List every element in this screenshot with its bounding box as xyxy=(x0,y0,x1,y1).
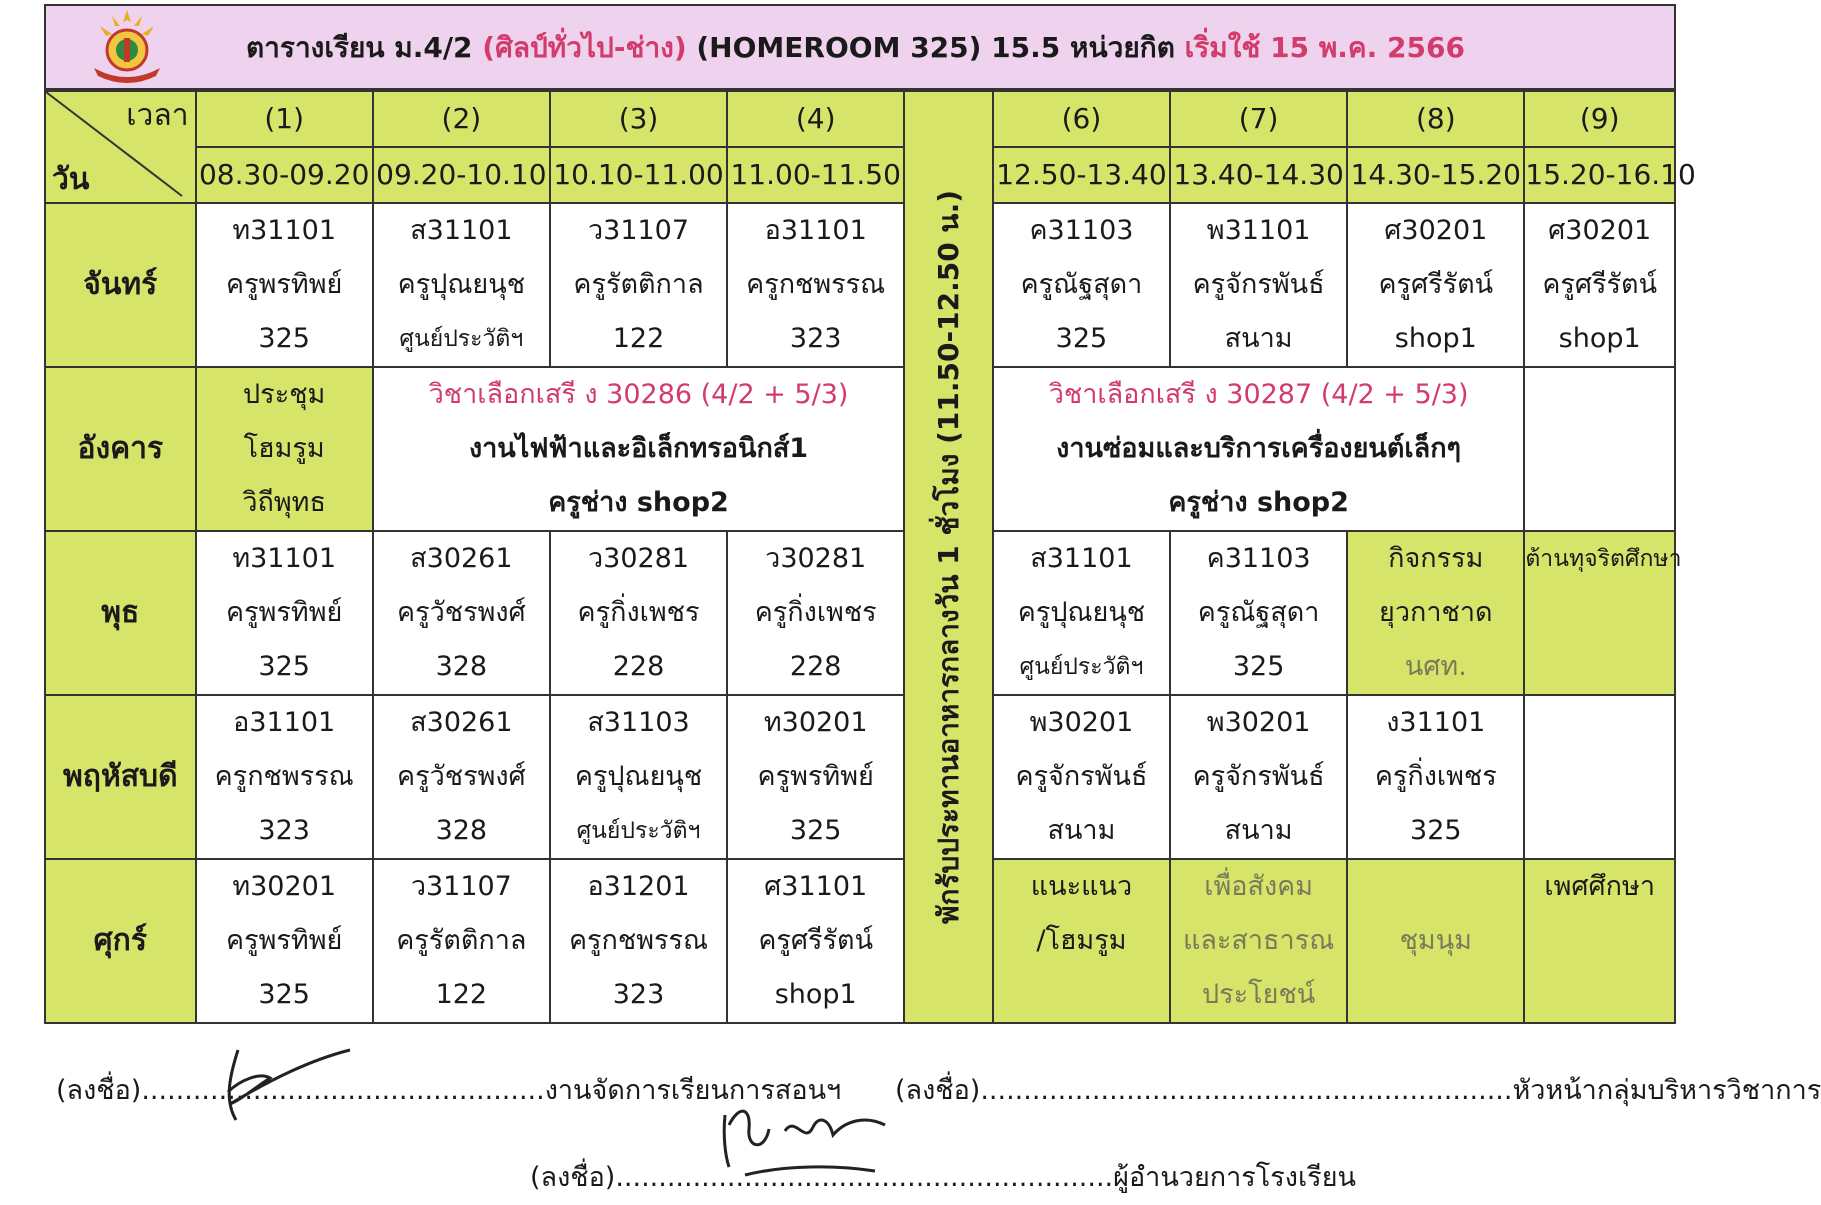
subject-code: ค31103 xyxy=(1029,215,1134,246)
teacher: ครูพรทิพย์ xyxy=(226,597,343,628)
day-row-friday xyxy=(45,859,1675,1023)
activity-cell xyxy=(1525,860,1674,1022)
teacher: ครูกชพรรณ xyxy=(214,761,354,792)
day-label: อังคาร xyxy=(45,367,196,531)
activity-line: ต้านทุจริตศึกษา xyxy=(1525,546,1682,572)
room: 228 xyxy=(612,651,665,682)
teacher: ครูณัฐสุดา xyxy=(1197,597,1320,628)
period-number: (6) xyxy=(993,91,1170,147)
period-time: 15.20-16.10 xyxy=(1524,147,1675,203)
day-row-wednesday xyxy=(45,531,1675,695)
room: ศูนย์ประวัติฯ xyxy=(1019,654,1144,680)
teacher: ครูจักรพันธ์ xyxy=(1015,761,1148,792)
activity-cell xyxy=(1525,532,1682,694)
teacher: ครูรัตติกาล xyxy=(573,269,704,300)
class-cell xyxy=(728,860,903,1022)
room: 325 xyxy=(1232,651,1285,682)
teacher: ครูรัตติกาล xyxy=(396,925,527,956)
elective-teacher-room: ครูช่าง shop2 xyxy=(548,487,729,518)
timetable-sheet xyxy=(44,4,1696,1024)
room: 325 xyxy=(258,651,310,682)
teacher: ครูพรทิพย์ xyxy=(757,761,874,792)
class-cell xyxy=(197,696,372,858)
day-row-monday xyxy=(45,203,1675,367)
teacher: ครูกิ่งเพชร xyxy=(1374,761,1497,792)
subject-code: ส31103 xyxy=(587,707,690,738)
corner-day-label: วัน xyxy=(52,162,90,197)
subject-code: ง31101 xyxy=(1386,707,1486,738)
activity-cell xyxy=(1348,532,1523,694)
activity-cell xyxy=(994,860,1169,1022)
teacher: ครูกชพรรณ xyxy=(746,269,886,300)
class-cell xyxy=(1171,532,1346,694)
activity-cell xyxy=(1348,860,1523,1022)
subject-code: ท31101 xyxy=(232,543,337,574)
title-bar xyxy=(44,4,1676,90)
period-number: (9) xyxy=(1524,91,1675,147)
activity-line: ยุวกาชาด xyxy=(1379,597,1493,628)
teacher: ครูกชพรรณ xyxy=(568,925,709,956)
page-title xyxy=(246,26,1465,70)
subject-code: ว30281 xyxy=(587,543,690,574)
subject-code: ท30201 xyxy=(232,871,337,902)
class-cell xyxy=(1171,696,1346,858)
activity-cell xyxy=(1171,860,1346,1022)
class-cell xyxy=(728,696,903,858)
room: สนาม xyxy=(1224,815,1293,846)
signature-line-academic-head: (ลงชื่อ)..............................................................หัวหน้ากลุ่มบริหารวิชาการ xyxy=(895,1075,1821,1106)
activity-line: นศท. xyxy=(1404,651,1467,682)
class-cell xyxy=(1348,696,1523,858)
signature-line-curriculum: (ลงชื่อ)...............................................งานจัดการเรียนการสอนฯ xyxy=(56,1075,842,1106)
teacher: ครูวัชรพงศ์ xyxy=(397,597,526,628)
day-label: พฤหัสบดี xyxy=(45,695,196,859)
teacher: ครูศรีรัตน์ xyxy=(1542,269,1658,300)
signature-line-director: (ลงชื่อ)..........................................................ผู้อำนวยการโรงเรียน xyxy=(530,1162,1356,1193)
corner-cell xyxy=(45,91,196,203)
class-cell xyxy=(374,532,549,694)
elective-title: งานไฟฟ้าและอิเล็กทรอนิกส์1 xyxy=(468,433,809,464)
timetable-grid xyxy=(44,90,1696,1024)
activity-line: เพื่อสังคม xyxy=(1204,871,1313,902)
subject-code: อ31201 xyxy=(587,871,690,902)
activity-line: กิจกรรม xyxy=(1388,543,1484,574)
title-text: ตารางเรียน ม.4/2 xyxy=(246,31,483,64)
subject-code: ว30281 xyxy=(765,543,867,574)
subject-code: ว31107 xyxy=(587,215,690,246)
room: 325 xyxy=(1055,323,1108,354)
class-cell xyxy=(197,860,372,1022)
empty-cell xyxy=(1524,367,1675,531)
handwritten-signature-2 xyxy=(705,1085,905,1185)
period-number: (4) xyxy=(727,91,904,147)
subject-code: ศ31101 xyxy=(764,871,868,902)
elective-teacher-room: ครูช่าง shop2 xyxy=(1168,487,1349,518)
subject-code: ส31101 xyxy=(410,215,513,246)
teacher: ครูศรีรัตน์ xyxy=(758,925,874,956)
class-cell xyxy=(551,696,726,858)
day-label: พุธ xyxy=(45,531,196,695)
room: shop1 xyxy=(774,979,857,1010)
class-cell xyxy=(1348,204,1523,366)
period-time: 10.10-11.00 xyxy=(550,147,727,203)
room: ศูนย์ประวัติฯ xyxy=(399,326,524,352)
class-cell xyxy=(197,532,372,694)
activity-line: ชุมนุม xyxy=(1399,925,1472,956)
room: 323 xyxy=(789,323,842,354)
title-start-date: เริ่มใช้ 15 พ.ค. 2566 xyxy=(1184,31,1465,64)
class-cell xyxy=(1171,204,1346,366)
room: 228 xyxy=(789,651,842,682)
class-cell xyxy=(551,860,726,1022)
elective-cell-morning xyxy=(374,368,904,530)
activity-line: ประชุม xyxy=(243,379,326,410)
lunch-break-text: พักรับประทานอาหารกลางวัน 1 ชั่วโมง (11.50-12.50 น.) xyxy=(931,189,965,925)
subject-code: ศ30201 xyxy=(1548,215,1652,246)
subject-code: อ31101 xyxy=(764,215,867,246)
room: 122 xyxy=(435,979,488,1010)
period-time-row xyxy=(45,147,1675,203)
handwritten-signature-1 xyxy=(200,1020,360,1130)
room: ศูนย์ประวัติฯ xyxy=(576,818,701,844)
lunch-break-column xyxy=(904,91,993,1023)
empty-cell xyxy=(1524,695,1675,859)
subject-code: ว31107 xyxy=(410,871,512,902)
subject-code: ส30261 xyxy=(410,707,513,738)
school-emblem-icon xyxy=(84,8,170,84)
period-time: 13.40-14.30 xyxy=(1170,147,1347,203)
subject-code: พ31101 xyxy=(1206,215,1311,246)
room: 323 xyxy=(612,979,665,1010)
class-cell xyxy=(197,204,372,366)
teacher: ครูกิ่งเพชร xyxy=(754,597,877,628)
teacher: ครูพรทิพย์ xyxy=(226,269,343,300)
class-cell xyxy=(374,204,549,366)
activity-line: เพศศึกษา xyxy=(1544,871,1655,902)
room: shop1 xyxy=(1394,323,1477,354)
period-time: 12.50-13.40 xyxy=(993,147,1170,203)
title-homeroom-credits: (HOMEROOM 325) 15.5 หน่วยกิต xyxy=(686,31,1185,64)
class-cell xyxy=(551,532,726,694)
class-cell xyxy=(728,204,903,366)
subject-code: ส30261 xyxy=(410,543,513,574)
room: 323 xyxy=(258,815,310,846)
period-number-row xyxy=(45,91,1675,147)
elective-code: วิชาเลือกเสรี ง 30286 (4/2 + 5/3) xyxy=(428,379,849,410)
subject-code: พ30201 xyxy=(1029,707,1134,738)
teacher: ครูณัฐสุดา xyxy=(1020,269,1143,300)
period-time: 14.30-15.20 xyxy=(1347,147,1524,203)
teacher: ครูกิ่งเพชร xyxy=(577,597,700,628)
period-number: (3) xyxy=(550,91,727,147)
teacher: ครูพรทิพย์ xyxy=(226,925,343,956)
class-cell xyxy=(728,532,903,694)
teacher: ครูปุณยนุช xyxy=(1017,597,1146,628)
activity-line: และสาธารณ xyxy=(1182,925,1335,956)
class-cell xyxy=(551,204,726,366)
room: 325 xyxy=(1410,815,1462,846)
class-cell xyxy=(994,696,1169,858)
elective-title: งานซ่อมและบริการเครื่องยนต์เล็กๆ xyxy=(1056,433,1462,464)
activity-line: /โฮมรูม xyxy=(1036,925,1127,956)
day-label: ศุกร์ xyxy=(45,859,196,1023)
day-label: จันทร์ xyxy=(45,203,196,367)
subject-code: ค31103 xyxy=(1206,543,1311,574)
day-row-thursday xyxy=(45,695,1675,859)
subject-code: ส31101 xyxy=(1030,543,1133,574)
elective-cell-afternoon xyxy=(994,368,1524,530)
title-program: (ศิลป์ทั่วไป-ช่าง) xyxy=(482,31,687,64)
activity-line: ประโยชน์ xyxy=(1201,979,1316,1010)
class-cell xyxy=(994,204,1169,366)
homeroom-cell xyxy=(197,368,372,530)
teacher: ครูจักรพันธ์ xyxy=(1192,761,1325,792)
teacher: ครูจักรพันธ์ xyxy=(1192,269,1325,300)
class-cell xyxy=(994,532,1169,694)
elective-code: วิชาเลือกเสรี ง 30287 (4/2 + 5/3) xyxy=(1048,379,1469,410)
period-time: 08.30-09.20 xyxy=(196,147,373,203)
room: 325 xyxy=(789,815,842,846)
activity-line: วิถีพุทธ xyxy=(242,487,326,518)
room: 325 xyxy=(258,323,310,354)
activity-line: แนะแนว xyxy=(1030,871,1133,902)
room: 328 xyxy=(435,651,488,682)
subject-code: พ30201 xyxy=(1206,707,1311,738)
period-number: (8) xyxy=(1347,91,1524,147)
period-time: 09.20-10.10 xyxy=(373,147,550,203)
subject-code: อ31101 xyxy=(233,707,336,738)
teacher: ครูศรีรัตน์ xyxy=(1378,269,1494,300)
room: สนาม xyxy=(1224,323,1293,354)
period-number: (7) xyxy=(1170,91,1347,147)
subject-code: ท31101 xyxy=(232,215,337,246)
class-cell xyxy=(1525,204,1674,366)
class-cell xyxy=(374,860,549,1022)
class-cell xyxy=(374,696,549,858)
room: shop1 xyxy=(1558,323,1641,354)
period-time: 11.00-11.50 xyxy=(727,147,904,203)
teacher: ครูปุณยนุช xyxy=(397,269,526,300)
room: 122 xyxy=(612,323,665,354)
room: 328 xyxy=(435,815,488,846)
period-number: (1) xyxy=(196,91,373,147)
period-number: (2) xyxy=(373,91,550,147)
subject-code: ท30201 xyxy=(763,707,868,738)
teacher: ครูปุณยนุช xyxy=(574,761,703,792)
corner-time-label: เวลา xyxy=(126,98,189,133)
teacher: ครูวัชรพงศ์ xyxy=(397,761,526,792)
activity-line: โฮมรูม xyxy=(243,433,325,464)
room: สนาม xyxy=(1047,815,1116,846)
subject-code: ศ30201 xyxy=(1384,215,1488,246)
day-row-tuesday xyxy=(45,367,1675,531)
room: 325 xyxy=(258,979,310,1010)
